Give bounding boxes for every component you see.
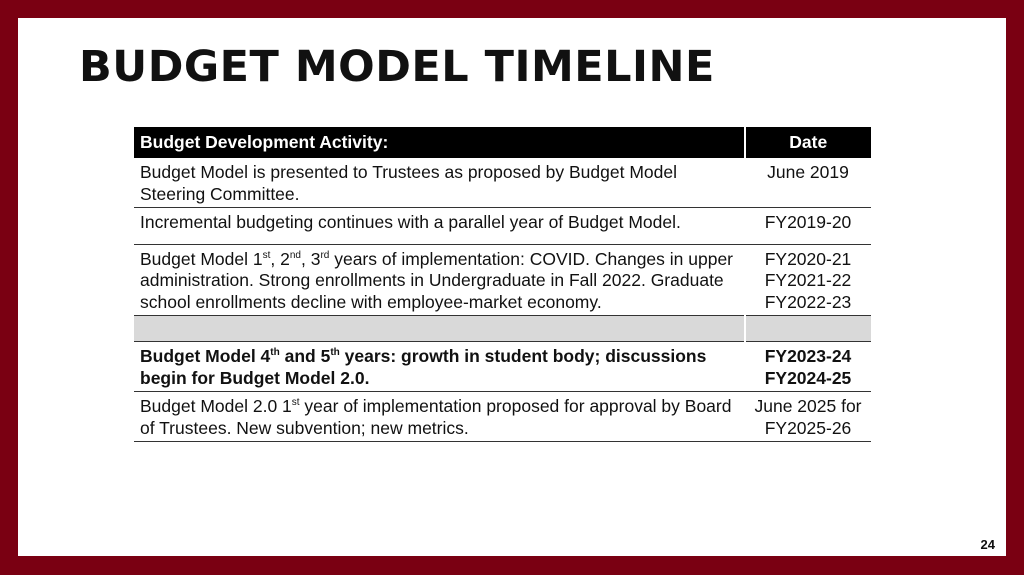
header-row [134, 127, 871, 158]
date-cell [745, 244, 872, 316]
spacer-cell [745, 316, 872, 342]
activity-cell: Budget Model is presented to Trustees as proposed by Budget Model Steering Committee. [134, 158, 745, 208]
date-line: June 2025 for [754, 396, 862, 416]
date-line: FY2020-21 [764, 248, 852, 269]
date-line: FY2022-23 [764, 291, 852, 312]
table-row [134, 342, 871, 392]
page-number: 24 [980, 537, 995, 552]
superscript: nd [289, 249, 301, 261]
table-row [134, 208, 871, 245]
activity-cell [134, 342, 745, 392]
activity-cell [134, 392, 745, 442]
text: Budget Model 4 [140, 346, 271, 366]
table-row [134, 158, 871, 208]
superscript: th [330, 347, 340, 359]
superscript: st [262, 249, 271, 261]
text: years: growth in student body; discussions begin for Budget Model 2.0. [140, 346, 707, 388]
activity-cell: Incremental budgeting continues with a parallel year of Budget Model. [134, 208, 745, 245]
date-cell [745, 342, 872, 392]
spacer-cell [134, 316, 745, 342]
table-row [134, 244, 871, 316]
date-line: FY2023-24 [764, 346, 852, 366]
text: , 2 [270, 248, 290, 269]
header-date: Date [745, 127, 872, 158]
activity-cell [134, 244, 745, 316]
slide [18, 18, 1006, 556]
slide-title: BUDGET MODEL TIMELINE [79, 42, 715, 92]
date-cell: June 2019 [745, 158, 872, 208]
text: year of implementation proposed for approval by Board of Trustees. New subvention; new metrics. [140, 396, 732, 438]
timeline-table [134, 127, 871, 442]
spacer-row [134, 316, 871, 342]
text: and 5 [279, 346, 331, 366]
text: Budget Model 1 [140, 248, 263, 269]
superscript: st [291, 397, 300, 409]
superscript: rd [320, 249, 330, 261]
superscript: th [270, 347, 280, 359]
text: Budget Model 2.0 1 [140, 396, 292, 416]
table-row [134, 392, 871, 442]
date-line: FY2025-26 [764, 417, 852, 438]
text: years of implementation: COVID. Changes in upper administration. Strong enrollments in Undergraduate in Fall 2022. Graduate school enrollments decline with employee-market economy. [140, 248, 734, 312]
date-line: FY2021-22 [764, 270, 852, 290]
text: , 3 [300, 248, 321, 269]
date-cell [745, 392, 872, 442]
date-line: FY2024-25 [764, 367, 852, 388]
date-cell: FY2019-20 [745, 208, 872, 245]
header-activity: Budget Development Activity: [134, 127, 745, 158]
